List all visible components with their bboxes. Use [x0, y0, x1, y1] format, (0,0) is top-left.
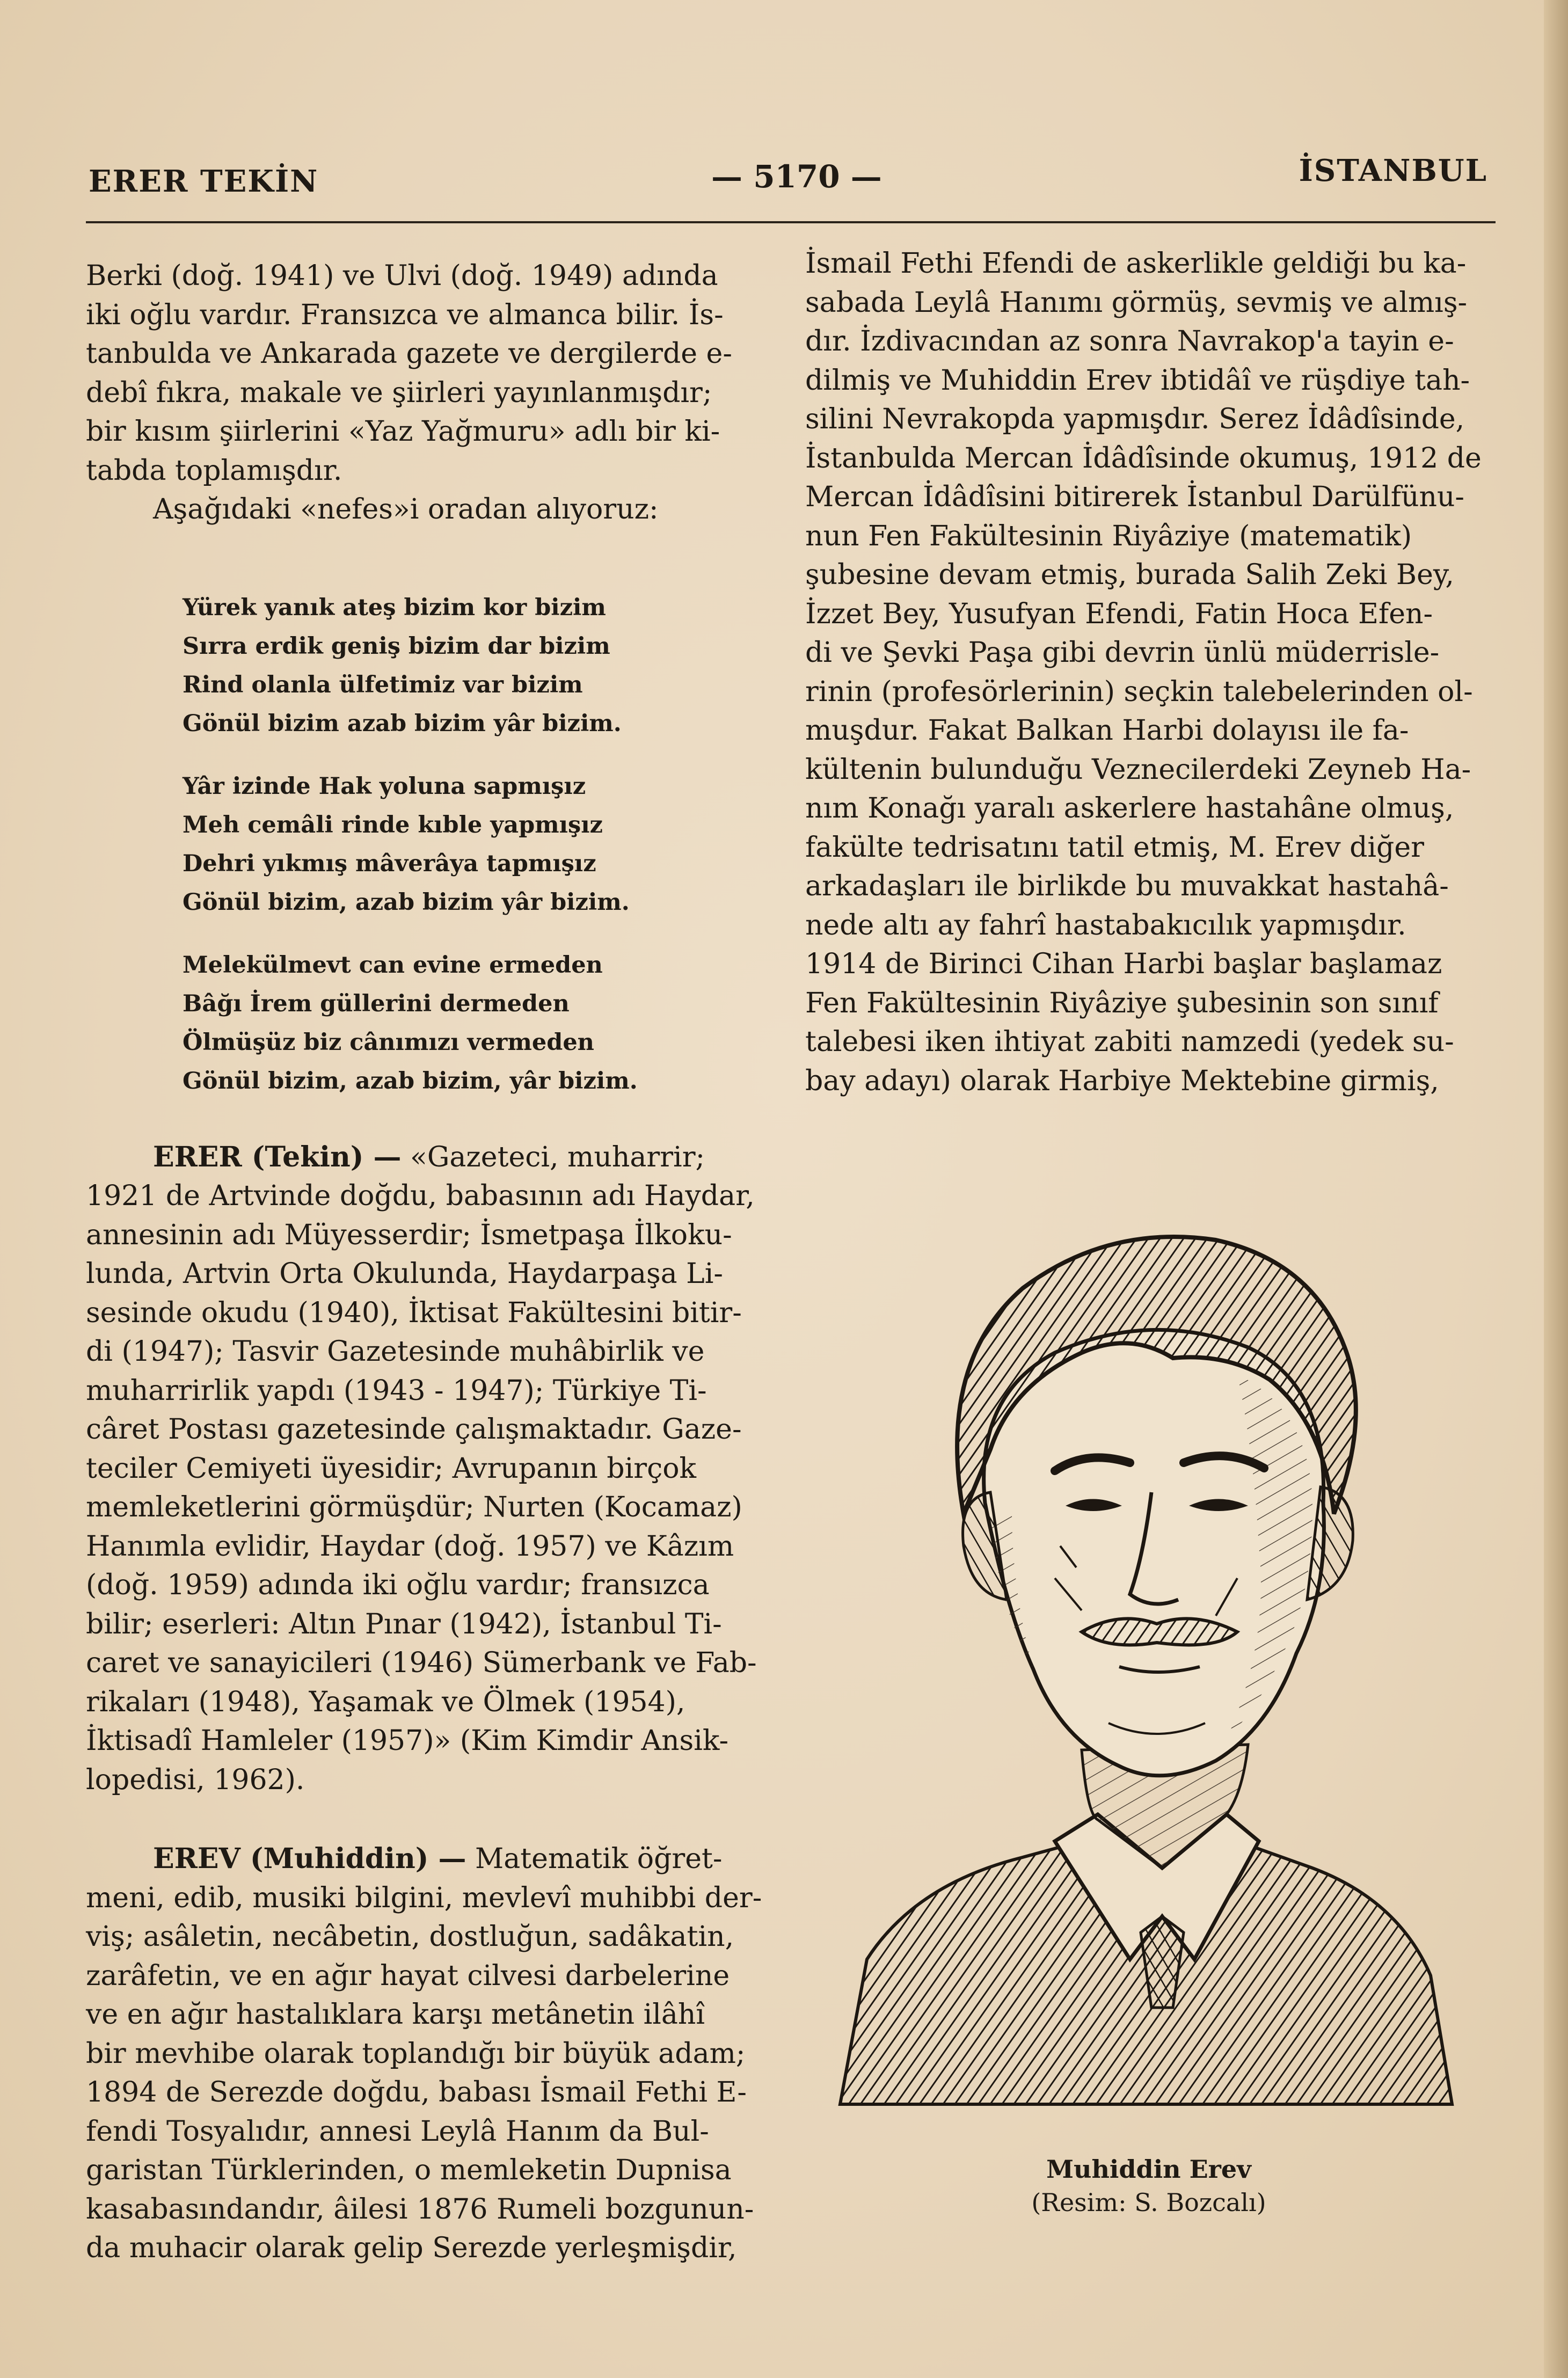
poem-line: Meh cemâli rinde kıble yapmışız	[183, 811, 603, 838]
text-line: garistan Türklerinden, o memleketin Dupnisa	[86, 2154, 732, 2186]
text-line: EREV (Muhiddin) — Matematik öğret-	[153, 1842, 723, 1875]
poem-line: Gönül bizim, azab bizim yâr bizim.	[183, 888, 630, 916]
text-line: bir mevhibe olarak toplandığı bir büyük adam;	[86, 2037, 746, 2070]
poem-line: Gönül bizim, azab bizim, yâr bizim.	[183, 1067, 638, 1095]
text-line: İzzet Bey, Yusufyan Efendi, Fatin Hoca Efen-	[805, 597, 1433, 630]
text-line: İsmail Fethi Efendi de askerlikle geldiği bu ka-	[805, 247, 1467, 280]
right-column	[805, 244, 1487, 1100]
text-line: bay adayı) olarak Harbiye Mektebine girmiş,	[805, 1064, 1439, 1097]
text-line: câret Postası gazetesinde çalışmaktadır. Gaze-	[86, 1413, 742, 1446]
caption-credit: (Resim: S. Bozcalı)	[1031, 2188, 1266, 2217]
text-line: 1914 de Birinci Cihan Harbi başlar başlamaz	[805, 948, 1442, 980]
entry-heading: ERER (Tekin) —	[153, 1140, 402, 1173]
text-line: dilmiş ve Muhiddin Erev ibtidâî ve rüşdiye tah-	[805, 364, 1470, 397]
text-line: di (1947); Tasvir Gazetesinde muhâbirlik ve	[86, 1336, 705, 1368]
text-line: rinin (profesörlerinin) seçkin talebelerinden ol-	[805, 675, 1473, 708]
text-line: muharrirlik yapdı (1943 - 1947); Türkiye Ti-	[86, 1374, 707, 1407]
text-line: kültenin bulunduğu Veznecilerdeki Zeyneb Ha-	[805, 753, 1471, 786]
text-line: ERER (Tekin) — «Gazeteci, muharrir;	[153, 1140, 705, 1173]
text-line: meni, edib, musiki bilgini, mevlevî muhibbi der-	[86, 1881, 762, 1914]
text-line: nun Fen Fakültesinin Riyâziye (matematik)	[805, 520, 1412, 552]
text-line: viş; asâletin, necâbetin, dostluğun, sadâkatin,	[86, 1921, 734, 1953]
entry-heading: EREV (Muhiddin) —	[153, 1842, 466, 1875]
text-line: Berki (doğ. 1941) ve Ulvi (doğ. 1949) adında	[86, 260, 718, 292]
text-line: Hanımla evlidir, Haydar (doğ. 1957) ve Kâzım	[86, 1530, 734, 1563]
text-line: teciler Cemiyeti üyesidir; Avrupanın birçok	[86, 1452, 697, 1485]
nefes-intro: Aşağıdaki «nefes»i oradan alıyoruz:	[153, 493, 659, 526]
page-binding-edge	[1544, 0, 1568, 2378]
header-city: İSTANBUL	[1299, 153, 1487, 188]
entry-erer	[86, 1138, 765, 1800]
text-line: rikaları (1948), Yaşamak ve Ölmek (1954),	[86, 1686, 685, 1718]
text-line: 1921 de Artvinde doğdu, babasının adı Haydar,	[86, 1180, 755, 1212]
text-line: tanbulda ve Ankarada gazete ve dergilerde e-	[86, 338, 732, 370]
text-line: muşdur. Fakat Balkan Harbi dolayısı ile fa-	[805, 714, 1409, 747]
poem-stanza	[183, 946, 765, 1100]
nefes-poem	[183, 588, 765, 1100]
caption-name: Muhiddin Erev	[1046, 2155, 1251, 2184]
left-column	[86, 257, 765, 2268]
text-line: zarâfetin, ve en ağır hayat cilvesi darbelerine	[86, 1959, 730, 1992]
poem-line: Sırra erdik geniş bizim dar bizim	[183, 632, 610, 660]
intro-paragraph	[86, 257, 765, 490]
text-line: tabda toplamışdır.	[86, 454, 342, 487]
poem-line: Yâr izinde Hak yoluna sapmışız	[183, 772, 586, 800]
text-line: lunda, Artvin Orta Okulunda, Haydarpaşa Li-	[86, 1258, 723, 1290]
text-line: debî fıkra, makale ve şiirleri yayınlanmışdır;	[86, 376, 712, 409]
text-line: nım Konağı yaralı askerlere hastahâne olmuş,	[805, 792, 1454, 825]
poem-stanza	[183, 588, 765, 743]
text-line: nede altı ay fahrî hastabakıcılık yapmışdır.	[805, 909, 1406, 942]
poem-line: Ölmüşüz biz cânımızı vermeden	[183, 1028, 594, 1056]
poem-line: Bâğı İrem güllerini dermeden	[183, 990, 570, 1017]
text-line: annesinin adı Müyesserdir; İsmetpaşa İlkoku-	[86, 1219, 732, 1251]
text-line: sesinde okudu (1940), İktisat Fakültesini bitir-	[86, 1296, 742, 1329]
text-line: iki oğlu vardır. Fransızca ve almanca bilir. İs-	[86, 298, 724, 331]
portrait-sketch	[829, 1170, 1463, 2147]
text-line: bilir; eserleri: Altın Pınar (1942), İstanbul Ti-	[86, 1608, 722, 1640]
text-line: talebesi iken ihtiyat zabiti namzedi (yedek su-	[805, 1026, 1454, 1058]
poem-line: Dehri yıkmış mâverâya tapmışız	[183, 850, 596, 877]
text-line: (doğ. 1959) adında iki oğlu vardır; fransızca	[86, 1569, 710, 1601]
header-running-title: ERER TEKİN	[89, 164, 319, 199]
text-line: İstanbulda Mercan İdâdîsinde okumuş, 1912 de	[805, 442, 1482, 475]
header-rule	[86, 221, 1496, 223]
poem-line: Rind olanla ülfetimiz var bizim	[183, 671, 583, 698]
page-header	[89, 153, 1487, 212]
poem-line: Melekülmevt can evine ermeden	[183, 951, 603, 979]
text-line: lopedisi, 1962).	[86, 1763, 305, 1796]
portrait-caption	[961, 2153, 1337, 2219]
text-line: di ve Şevki Paşa gibi devrin ünlü müderrisle-	[805, 637, 1440, 669]
entry-erev	[86, 1840, 765, 2268]
text-line: şubesine devam etmiş, burada Salih Zeki Bey,	[805, 559, 1454, 591]
text-line: kasabasındandır, âilesi 1876 Rumeli bozgunun-	[86, 2193, 754, 2226]
text-line: da muhacir olarak gelip Serezde yerleşmişdir,	[86, 2232, 737, 2264]
text-line: Fen Fakültesinin Riyâziye şubesinin son sınıf	[805, 987, 1439, 1019]
text-line: sabada Leylâ Hanımı görmüş, sevmiş ve almış-	[805, 286, 1468, 319]
text-line: Mercan İdâdîsini bitirerek İstanbul Darülfünu-	[805, 481, 1464, 513]
text-line: memleketlerini görmüşdür; Nurten (Kocamaz)	[86, 1491, 742, 1523]
text-line: İktisadî Hamleler (1957)» (Kim Kimdir Ansik-	[86, 1725, 729, 1757]
text-line: ve en ağır hastalıklara karşı metânetin ilâhî	[86, 1998, 705, 2031]
text-line: fakülte tedrisatını tatil etmiş, M. Erev diğer	[805, 831, 1424, 864]
page-number: — 5170 —	[711, 158, 882, 195]
text-line: fendi Tosyalıdır, annesi Leylâ Hanım da Bul-	[86, 2115, 709, 2148]
text-line: dır. İzdivacından az sonra Navrakop'a tayin e-	[805, 325, 1454, 358]
text-line: silini Nevrakopda yapmışdır. Serez İdâdîsinde,	[805, 403, 1465, 435]
poem-stanza	[183, 767, 765, 922]
poem-line: Yürek yanık ateş bizim kor bizim	[183, 594, 606, 621]
text-line: bir kısım şiirlerini «Yaz Yağmuru» adlı bir ki-	[86, 415, 720, 448]
text-line: 1894 de Serezde doğdu, babası İsmail Fethi E-	[86, 2076, 747, 2109]
text-line: caret ve sanayicileri (1946) Sümerbank ve Fab-	[86, 1647, 757, 1679]
text-line: arkadaşları ile birlikde bu muvakkat hastahâ-	[805, 870, 1449, 902]
poem-line: Gönül bizim azab bizim yâr bizim.	[183, 710, 622, 737]
